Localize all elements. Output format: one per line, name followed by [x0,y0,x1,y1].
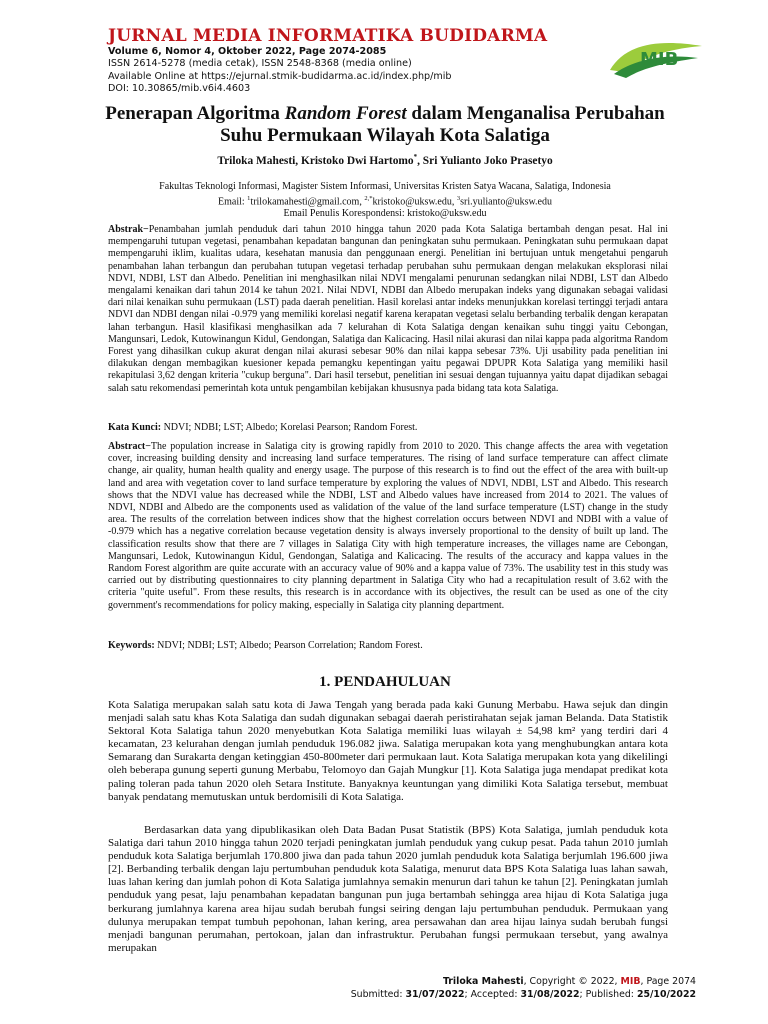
accepted-label: ; Accepted: [464,989,521,1000]
abstrak-text: Penambahan jumlah penduduk dari tahun 2010 hingga tahun 2020 pada Kota Salatiga bertambah dengan pesat. Hal ini mempengaruhi tutupan vegetasi, penambahan kepadatan bangunan dan peningkatan suhu permukaan. Peningkatan suhu permukaan dapat mempengaruhi iklim, kualitas udara, kesehatan manusia dan penggunaan energi. Penelitian ini bertujuan untuk mengetahui pengaruh penambahan lahan terbangun dan perubahan tutupan vegetasi terhadap perubahan suhu permukaan dengan melakukan eksplorasi nilai NDVI, NDBI, LST dan Albedo. Penelitian ini menghasilkan nilai NDVI mengalami penurunan sedangkan nilai NDBI, LST dan Albedo mengalami kenaikan dari tahun 2014 ke tahun 2021. Nilai NDVI, NDBI dan Albedo merupakan indeks yang digunakan sebagai validasi dari nilai kenaikan suhu permukaan (LST) pada daerah penelitian. Hasil korelasi antar indeks menunjukkan korelasi tertinggi terjadi antara NDVI dan NDBI dengan nilai -0.979 yang memiliki korelasi negatif karena kerapatan vegetasi selalu berbanding terbalik dengan kerapatan lahan terbangun. Hasil klasifikasi menghasilkan ada 7 kelurahan di Kota Salatiga dengan kenaikan suhu tinggi yaitu Cebongan, Mangunsari, Ledok, Kutowinangun Kidul, Gendongan, Salatiga dan Kalicacing. Hasil nilai akurasi dan nilai kappa pada algoritma Random Forest yang dihasilkan cukup akurat dengan nilai akurasi sebesar 90% dan nilai kappa sebesar 73%. Uji usability pada penelitian ini dilakukan dengan membagikan kuesioner kepada pemangku kepentingan yaitu pegawai DPUPR Kota Salatiga yang memiliki hasil rekapitulasi 3,62 dengan kriteria "cukup berguna". Dari hasil tersebut, penelitian ini sesuai dengan tujuannya yaitu dapat dijadikan sebagai salah satu rekomendasi pemerintah kota untuk pengambilan kebijakan khususnya pada bidang tata kota Salatiga. [108,224,668,394]
abstract-label: Abstract− [108,441,151,452]
submitted-label: Submitted: [350,989,406,1000]
email-prefix: Email: [218,196,248,208]
authors [100,153,670,167]
abstract-paragraph [108,441,668,612]
footer-copyright: , Copyright © 2022, [523,976,621,987]
page-footer [296,975,696,1001]
published-date: 25/10/2022 [636,989,696,1000]
email2-link[interactable]: kristoko@uksw.edu, [372,196,457,208]
abstract-text: The population increase in Salatiga city is growing rapidly from 2010 to 2020. This change affects the area with vegetation cover, increasing building density and increasing land surface temperatures. The rising of land surface temperature can affect climate change, air quality, human health quality and energy usage. The purpose of this research is to find out the effect of the area with built-up land and area with vegetation cover to land surface temperature by exploring the values of NDVI, NDBI, LST and Albedo. This research shows that the NDVI value has decreased while the NDBI, LST and Albedo values have increased from 2014 to 2021. The values of NDVI, NDBI and Albedo are the components used as validation of the value of the land surface temperature (LST) change in the study area. The results of the correlation between indices show that the highest correlation occurs between NDVI and NDBI with a value of -0.979 which has a negative correlation because vegetation density is always inversely proportional to the density of built up land. The classification results show that there are 7 villages in Salatiga City with high temperature increases, the villages name are Cebongan, Mangunsari, Ledok, Kutowinangun Kidul, Gendongan, Salatiga and Kalicacing. The results of the accuracy and kappa values in the Random Forest algorithm are quite accurate with an accuracy value of 90% and a kappa value of 73%. The usability test in this study was carried out by distributing questionnaires to city planning department in Salatiga City who had a recapitulation result of 3.62 with the criteria "quite useful". From these results, this research is in accordance with its objectives, the result can be used as one of the city government's recommendations for policy making, especially in Salatiga city planning department. [108,441,668,611]
affiliation: Fakultas Teknologi Informasi, Magister Sistem Informasi, Universitas Kristen Satya Wacana, Salatiga, Indonesia [159,181,611,192]
footer-copyright-line [296,975,696,988]
volume-line: Volume 6, Nomor 4, Oktober 2022, Page 2074-2085 [108,46,387,57]
journal-name: JURNAL MEDIA INFORMATIKA BUDIDARMA [108,26,548,46]
section-heading: 1. PENDAHULUAN [319,674,451,690]
mib-logo [606,32,706,82]
paper-title [100,103,670,147]
authors-part1: Triloka Mahesti, Kristoko Dwi Hartomo [217,154,414,167]
keywords-line [108,640,668,652]
email3-sup: 3 [456,195,461,202]
email-line [100,193,670,208]
issn-line: ISSN 2614-5278 (media cetak), ISSN 2548-8368 (media online) [108,58,412,70]
intro-paragraph-2: Berdasarkan data yang dipublikasikan oleh Data Badan Pusat Statistik (BPS) Kota Salatiga, jumlah penduduk kota Salatiga dari tahun 2010 hingga tahun 2020 terjadi peningkatan jumlah penduduk yang cukup pesat. Pada tahun 2010 jumlah penduduk kota Salatiga berjumlah 170.800 jiwa dan pada tahun 2020 jumlah penduduk kota Salatiga berjumlah 196.600 jiwa [2]. Berbanding terbalik dengan laju pertumbuhan penduduk kota Salatiga, menurut data BPS Kota Salatiga luas lahan sawah, luas lahan kering dan jumlah pohon di Kota Salatiga jumlahnya semakin menurun dari tahun ke tahun [2]. Peningkatan jumlah penduduk yang pesat, laju penambahan kepadatan bangunan pun juga bertambah sehingga area hijau di Kota Salatiga juga berkurang jumlahnya karena area hijau sudah berubah fungsi seiring dengan laju pertumbuhan penduduk. Permukaan yang dulunya merupakan tempat tumbuh pepohonan, lahan kering, area persawahan dan area hijau lainya sudah berubah fungsi menjadi bangunan perumahan, pertokoan, jalan dan infrastruktur. Perubahan fungsi permukaan tersebut, yang awalnya merupakan [108,824,668,954]
intro-paragraph-1: Kota Salatiga merupakan salah satu kota di Jawa Tengah yang berada pada kaki Gunung Merbabu. Hawa sejuk dan dingin menjadi salah satu khas Kota Salatiga dan sudah digunakan sebagai daerah peristirahatan sejak jaman Belanda. Data Statistik Sektoral Kota Salatiga tahun 2020 menyebutkan Kota Salatiga memiliki luas wilayah ± 54,98 km² yang terdiri dari 4 kecamatan, 23 kelurahan dengan jumlah penduduk 196.082 jiwa. Salatiga merupakan kota yang menghubungkan antara kota Semarang dan Surakarta dengan ketinggian 450-800meter dari permukaan laut. Kota Salatiga merupakan kota yang dikelilingi oleh beberapa gunung seperti gunung Merbabu, Telomoyo dan Gajah Mungkur [1]. Kota Salatiga juga mendapat predikat kota paling toleran pada tahun 2020 oleh Setara Institute. Banyaknya keuntungan yang dimiliki Kota Salatiga tersebut, membuat banyak pendatang memutuskan untuk berdomisili di Kota Salatiga. [108,699,668,803]
published-label: ; Published: [579,989,637,1000]
title-italic: Random Forest [284,103,407,124]
title-part1: Penerapan Algoritma [105,103,285,124]
corresponding-mark: * [413,153,418,161]
title-part2: dalam Menganalisa Perubahan Suhu Permukaan Wilayah Kota Salatiga [220,103,665,146]
submitted-date: 31/07/2022 [405,989,465,1000]
footer-page: , Page 2074 [640,976,696,987]
kata-kunci-text: NDVI; NDBI; LST; Albedo; Korelasi Pearson; Random Forest. [161,422,418,433]
accepted-date: 31/08/2022 [520,989,580,1000]
footer-dates-line [296,988,696,1001]
email2-sup: 2,* [364,195,373,202]
abstrak-label: Abstrak− [108,224,149,235]
journal-header [108,26,588,95]
keywords-text: NDVI; NDBI; LST; Albedo; Pearson Correlation; Random Forest. [154,640,423,651]
email3-link[interactable]: sri.yulianto@uksw.edu [460,196,552,208]
logo-text: MIB [640,49,679,70]
kata-kunci-line [108,422,668,434]
footer-mib: MIB [620,976,641,987]
footer-author: Triloka Mahesti [442,976,524,987]
affiliation-block [100,181,670,220]
abstrak-paragraph [108,224,668,395]
available-online-line: Available Online at https://ejurnal.stmik-budidarma.ac.id/index.php/mib [108,70,452,82]
kata-kunci-label: Kata Kunci: [108,422,162,433]
authors-part2: , Sri Yulianto Joko Prasetyo [417,154,553,167]
keywords-label: Keywords: [108,640,155,651]
email1-sup: 1 [247,195,251,202]
corresponding-email: Email Penulis Korespondensi: kristoko@uksw.edu [283,208,487,220]
doi-line: DOI: 10.30865/mib.v6i4.4603 [108,82,251,94]
email1-link[interactable]: trilokamahesti@gmail.com, [250,196,365,208]
